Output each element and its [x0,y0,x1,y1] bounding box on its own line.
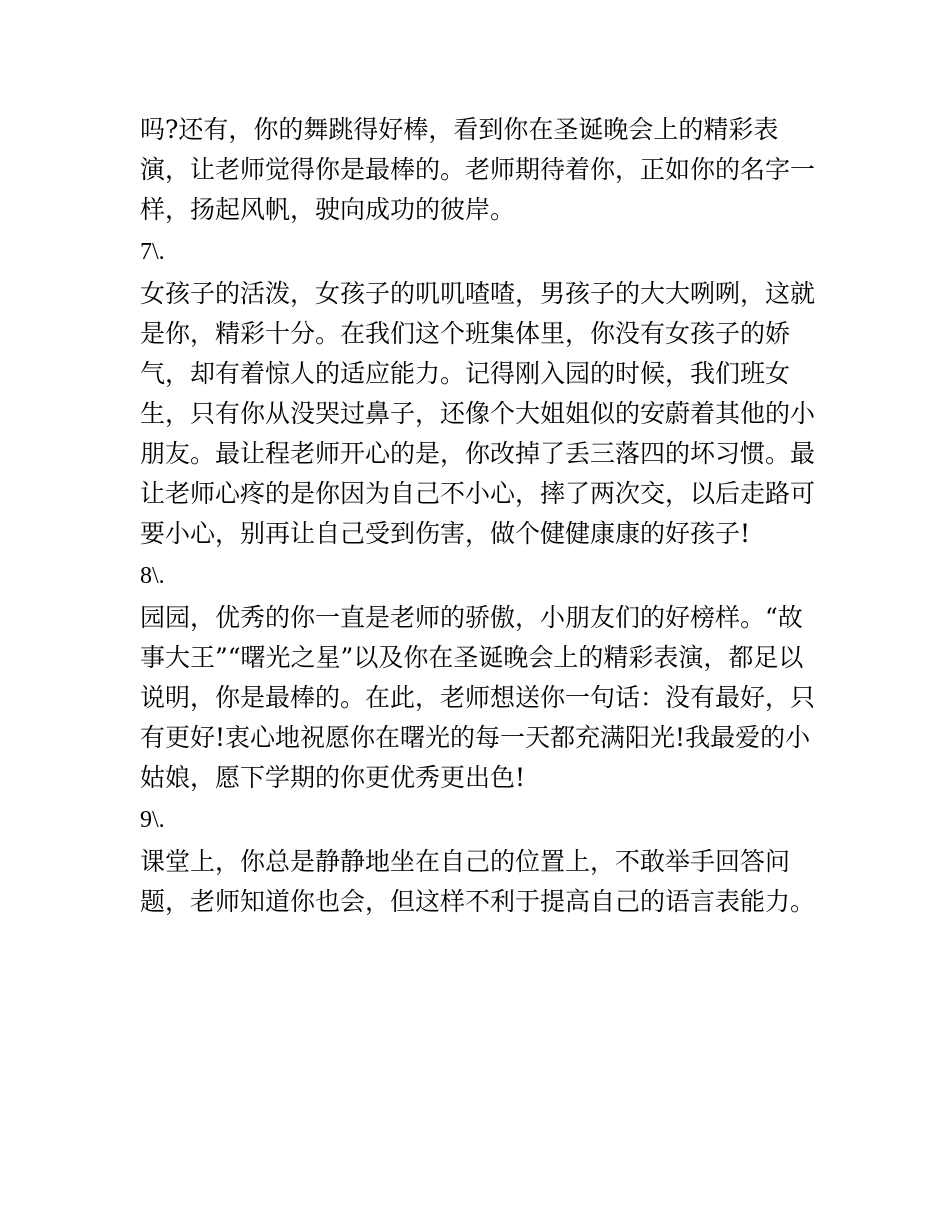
text-line: 题，老师知道你也会，但这样不利于提高自己的语言表能力。 [140,887,816,916]
item-number: 9\. [140,807,165,833]
item-number: 7\. [140,239,165,265]
text-line: 女孩子的活泼，女孩子的叽叽喳喳，男孩子的大大咧咧，这就 [140,279,816,308]
text-line: 是你，精彩十分。在我们这个班集体里，你没有女孩子的娇 [140,319,791,348]
text-line: 园园，优秀的你一直是老师的骄傲，小朋友们的好榜样。“故 [140,603,803,632]
text-line: 说明，你是最棒的。在此，老师想送你一句话：没有最好，只 [140,683,816,712]
text-line: 生，只有你从没哭过鼻子，还像个大姐姐似的安蔚着其他的小 [140,399,816,428]
paragraph [140,110,820,230]
text-line: 姑娘，愿下学期的你更优秀更出色! [140,763,526,792]
text-line: 朋友。最让程老师开心的是，你改掉了丢三落四的坏习惯。最 [140,439,816,468]
paragraph [140,274,820,554]
text-line: 让老师心疼的是你因为自己不小心，摔了两次交，以后走路可 [140,479,816,508]
text-line: 气，却有着惊人的适应能力。记得刚入园的时候，我们班女 [140,359,791,388]
text-line: 课堂上，你总是静静地坐在自己的位置上，不敢举手回答问 [140,847,791,876]
paragraph [140,598,820,798]
text-line: 吗?还有，你的舞跳得好棒，看到你在圣诞晚会上的精彩表 [140,115,779,144]
text-line: 要小心，别再让自己受到伤害，做个健健康康的好孩子! [140,519,751,548]
text-line: 样，扬起风帆，驶向成功的彼岸。 [140,195,516,224]
paragraph [140,842,820,922]
item-number: 8\. [140,563,165,589]
text-line: 事大王”“曙光之星”以及你在圣诞晚会上的精彩表演，都足以 [140,643,804,672]
document-body [140,110,820,922]
text-line: 演，让老师觉得你是最棒的。老师期待着你，正如你的名字一 [140,155,816,184]
text-line: 有更好!衷心地祝愿你在曙光的每一天都充满阳光!我最爱的小 [140,723,811,752]
